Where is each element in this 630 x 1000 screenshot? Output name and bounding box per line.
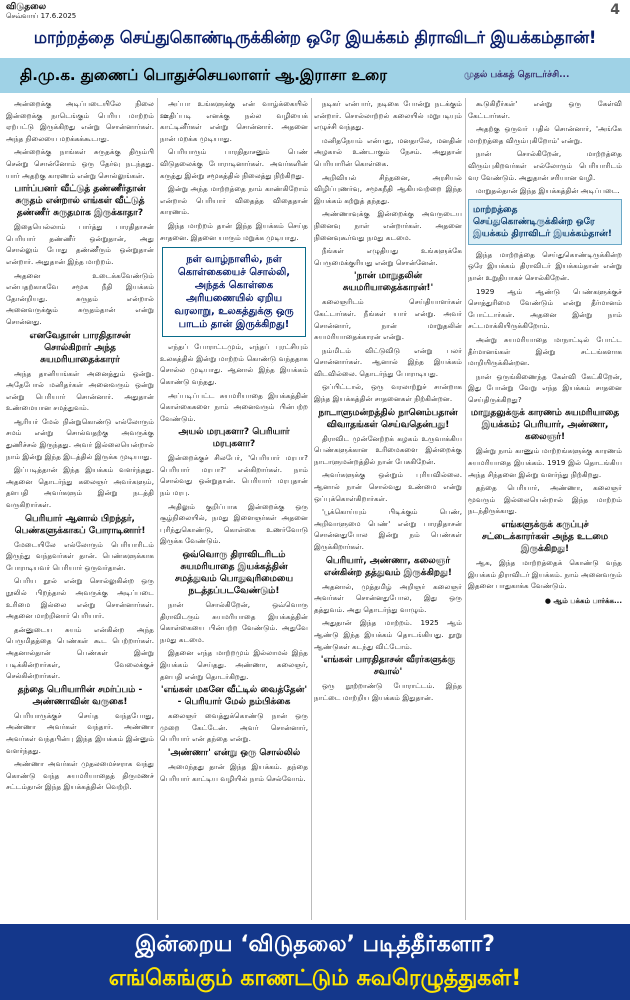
paragraph: நம்மிடம் விட்டுவிடு என்று பலர் சொன்னார்கள். ஆனால் இந்த இயக்கம் விடவில்லை. தொடர்ந்து போராடியது. <box>314 345 462 378</box>
column-divider <box>465 98 466 920</box>
paragraph: அன்று சுயமரியாதை மாநாட்டில் போட்ட தீர்மானங்கள் இன்று சட்டங்களாக மாறியிருக்கின்றன. <box>468 334 622 368</box>
column-divider <box>311 98 312 920</box>
subheading: அயல் மரபுகளா? பெரியார் மரபுகளா? <box>178 427 290 450</box>
page-header <box>0 0 630 22</box>
subheading: பார்ப்பனர் வீட்டுத் தண்ணீர்தான் சுருதம் என்றால் எங்கள் வீட்டுத் தண்ணீர் சுருதமாக இருக்காதா? <box>14 184 146 219</box>
paragraph: இன்றைக்குச் சிலபேர், 'பெரியார் மரபா? பெரியார் மரபா?' என்கிறார்கள். நாம் சொல்வது ஒன்றுதான். பெரியார் மரபுதான் நம் மரபு. <box>160 453 308 498</box>
paragraph: அமைந்தது தான் இந்த இயக்கம். தந்தை பெரியார் காட்டிய வழியில் நாம் செல்வோம். <box>160 761 308 783</box>
page-number: 4 <box>610 2 620 18</box>
paragraph: அறிவியல் சிந்தனை, அரசியல் விழிப்புணர்வு, சமூகநீதி ஆகியவற்றை இந்த இயக்கம் கற்றுத் தந்தது. <box>314 172 462 205</box>
paragraph: திராவிட முன்னேற்றக் கழகம் உருவாக்கிய பெண்களுக்கான உரிமைகளை இன்றைக்கு நாடாளுமன்றத்தில் நான் பேசுகிறேன். <box>314 433 462 466</box>
paragraph: அதிலும் குறிப்பாக இன்றைக்கு ஒரு சூழ்நிலையில், நமது இளைஞர்கள் அதனை புரிந்துகொண்டு, கொள்கை உணர்வோடு இருக்க வேண்டும். <box>160 501 308 546</box>
paragraph: அண்ணாவுக்கு இன்றைக்கு அவருடைய நினைவு நாள் என்றார்கள். அதனை நினைவுகூர்வது நமது கடமை. <box>314 209 462 242</box>
paragraph: அண்ணா அவர்கள் முதலமைச்சராக வந்து கொண்டு வந்த சுயமரியாதைத் திருமணச் சட்டம்தான் இந்த இயக்கத்தின் வெற்றி. <box>6 759 154 792</box>
paragraph: அதனை உடைக்கவேண்டும் என்பதற்காகவே சமூக நீதி இயக்கம் தோன்றியது. சுருதம் என்றால் அனைவருக்கும் சுருதம்தான் என்று சொன்னது. <box>6 270 154 326</box>
paragraph: நடிகர் என்பார், நடிகை போன்று நடக்கும் என்றார். சொல்லாற்றல் கலையில் மறுபடியும் எழுச்சி வந்தது. <box>314 99 462 132</box>
newspaper-name: விடுதலை <box>6 2 47 12</box>
banner-line-1: இன்றைய ‘விடுதலை’ படித்தீர்களா? <box>135 932 495 957</box>
paragraph: இப்படித்தான் இந்த இயக்கம் வளர்ந்தது. அதனை தொடர்ந்து கலைஞர் அவர்களும், தளபதி அவர்களும் இன்று நடத்தி வருகிறார்கள். <box>6 465 154 510</box>
paragraph: மேடையிலே எல்லோரும் பெரியாரிடம் இருந்து வந்தவர்கள் தான். பெண்களுக்காக போராடியவர் பெரியார் ஒருவர்தான். <box>6 539 154 572</box>
paragraph: ஆக, இந்த மாற்றத்தைக் கொண்டு வந்த இயக்கம் திராவிடர் இயக்கம். நாம் அனைவரும் இதனை பாதுகாக்க வேண்டும். <box>468 558 622 591</box>
paragraph: தந்தை பெரியார், அண்ணா, கலைஞர் மூவரும் இல்லையென்றால் இந்த மாற்றம் நடந்திருக்காது. <box>468 483 622 516</box>
subheading: எங்களுக்குக் கருப்புச் சட்டைக்காரர்கள் அந்த உடமை இருக்கிறது! <box>481 520 609 555</box>
subheadline-main: தி.மு.க. துணைப் பொதுச்செயலாளர் ஆ.இராசா உரை <box>20 66 388 84</box>
paragraph: இன்று நாம் காணும் மாற்றங்களுக்கு காரணம் சுயமரியாதை இயக்கம். 1919 இல் தொடங்கிய அந்த சிந்தனை இன்று வளர்ந்து நிற்கிறது. <box>468 446 622 479</box>
paragraph: அதற்கு ஒருவர் பதில் சொன்னார், 'அங்கே மாற்றத்தை விரும்புகிறோம்' என்று. <box>468 124 622 145</box>
banner-line-2: எங்கெங்கும் காணட்டும் சுவரெழுத்துகள்! <box>108 966 522 991</box>
paragraph: அன்றைக்கு நாங்கள் சுருதக்கு திரும்பி சென்று சொன்னோம் ஒரு தேர்வு நடந்தது. யார் அதற்கு காரணம் என்று சொல்லுங்கள். <box>6 147 154 180</box>
pull-quote-box: நள் வாழ்நாளில், நள் கொள்கையைச் சொல்லி, அந்தக் கொள்கை அரியணையில் ஏறிய வரலாறு, உலகத்துக்கு ஒரு பாடம் தான் இருக்கிறது! <box>162 247 306 337</box>
subheading: நாடாளுமன்றத்தில் நானெம்பதான் விவாதங்கள் செய்வதென்பது! <box>318 407 458 430</box>
paragraph: 1929 ஆம் ஆண்டு பெண்களுக்குச் சொத்துரிமை வேண்டும் என்று தீர்மானம் போட்டார்கள். அதனை இன்று நாம் சட்டமாக்கியிருக்கிறோம். <box>468 286 622 331</box>
article-column-4 <box>468 98 622 920</box>
paragraph: ஆரியர் மேல் நின்றுகொண்டு எல்லோரும் சமம் என்று சொல்வதற்கு அவருக்கு துணிச்சல் இருந்தது. அவர் இல்லையென்றால் நாம் இன்று இந்த இடத்தில் இருக்க முடியாது. <box>6 416 154 461</box>
paragraph: கலைஞர் வைத்துக்கொண்டு நான் ஒரு முறை கேட்டேன். அவர் சொன்னார், பெரியார் என் தந்தை என்று. <box>160 711 308 744</box>
paragraph: இதனை எந்த மாற்றமும் இல்லாமல் இந்த இயக்கம் செய்தது. அண்ணா, கலைஞர், தளபதி என்று தொடர்கிறது. <box>160 648 308 681</box>
promo-banner <box>0 924 630 1000</box>
subheading: 'அண்ணா' என்று ஒரு சொல்லில் <box>167 747 301 758</box>
subheading: 'எங்கள் பாரதிதாசன் வீரர்களுக்கு சவால்' <box>320 655 456 678</box>
subheading: பெரியார் ஆனால் பிறந்தர், பெண்களுக்காகப் போராடினார்! <box>14 513 146 536</box>
subheading: மாறுதலுக்குக் காரணம் சுயமரியாதை இயக்கம்; பெரியார், அண்ணா, கலைஞர்! <box>470 408 620 443</box>
paragraph: அதுதான் இந்த மாற்றம். 1925 ஆம் ஆண்டு இந்த இயக்கம் தொடங்கியது. நூறு ஆண்டுகள் கடந்து விட்டோம். <box>314 618 462 651</box>
paragraph: 'பூக்கொய்யும் பிடிக்கும் பெண், அறிவாளுமை பெண்' என்று பாரதிதாசன் சொன்னதுபோல இன்று நம் பெண்கள் இருக்கிறார்கள். <box>314 507 462 551</box>
paragraph: தன்னுடைய சுயம் என்கின்ற அந்த பெருமிதத்தை பெண்கள் கூட பெற்றார்கள். அதனால்தான் பெண்கள் இன்று படிக்கின்றார்கள், வேலைக்குச் செல்கின்றார்கள். <box>6 624 154 681</box>
paragraph: நான் ஒருங்கிணைந்த கேள்வி கேட்கிறேன், இது போன்று வேறு எந்த இயக்கம் சாதனை செய்திருக்கிறது? <box>468 371 622 404</box>
article-column-3 <box>314 98 462 920</box>
paragraph: அதனால், முத்தமிழ் அறிஞர் கலைஞர் அவர்கள் சொன்னதுபோல, இது ஒரு தத்துவம். அது தொடர்ந்து வாழும். <box>314 581 462 614</box>
article-column-1 <box>6 98 154 920</box>
paragraph: நான் சொல்கிறேன், மாற்றத்தை விரும்புகிறவர்கள் எல்லோரும் பெரியாரிடம் வர வேண்டும். அதுதான் சரியான வழி. <box>468 149 622 182</box>
paragraph: நீங்கள் எழுதியது உங்களுக்கே பெருமைக்குரியது என்று சொன்னேன். <box>314 246 462 267</box>
paragraph: எந்தப் போராட்டமும், எந்தப் புரட்சியும் உலகத்தில் இன்று மாற்றம் கொண்டு வந்ததாக சொல்ல முடியாது. ஆனால் இந்த இயக்கம் கொண்டு வந்தது. <box>160 342 308 386</box>
paragraph: அந்த தானியங்கள் அனைத்தும் ஒன்று. அதேபோல் மனிதர்கள் அனைவரும் ஒன்று என்று பெரியார் சொன்னார். அதுதான் உண்மையான சமத்துவம். <box>6 368 154 413</box>
paragraph: மாறுதல்தான் இந்த இயக்கத்தின் அடிப்படை. <box>476 186 620 196</box>
main-headline: மாற்றத்தை செய்துகொண்டிருக்கின்ற ஒரே இயக்கம் திராவிடர் இயக்கம்தான்! <box>33 28 597 47</box>
article-column-2 <box>160 98 308 920</box>
paragraph: இன்று அந்த மாற்றத்தை நாம் காண்கிறோம் என்றால் பெரியார் விதைத்த விதைதான் காரணம். <box>160 184 308 217</box>
paragraph: பெரியாரும் பாரதிதாசனும் பெண் விடுதலைக்கு போராடினார்கள். அவர்களின் கருத்து இன்று சமூகத்தில் நிலைத்து நிற்கிறது. <box>160 147 308 180</box>
continuation-note: முதல் பக்கத் தொடர்ச்சி... <box>464 70 570 80</box>
subheading: எனவேதான் பாரதிதாசன் சொல்கிறார் அந்த சுயமரியாதைக்காரர் <box>29 330 131 365</box>
paragraph: பெரியாருக்குச் செய்த வந்தபோது, அண்ணா அவர்கள் வந்தார். அண்ணா அவர்கள் வந்தபின்பு இந்த இயக்கம் இன்னும் வளர்ந்தது. <box>6 710 154 755</box>
paragraph: பெரிய நூல் என்று சொல்லுகின்ற ஒரு நூலில் பிறந்தால் அவருக்கு அடிப்படை உரிமை இல்லை என்று சொன்னார்கள். அதனை மாற்றினார் பெரியார். <box>6 576 154 621</box>
subheadline-strip <box>0 58 630 93</box>
paragraph: மனிதநேயம் என்பது, மனதாலே, மனதின் அழகால் உண்டாகும் நேசம். அதுதான் பெரியாரின் கொள்கை. <box>314 135 462 168</box>
paragraph: நான் சொல்கிறேன், ஒவ்வொரு திராவிடரும் சுயமரியாதை இயக்கத்தின் கொள்கையை பின்பற்ற வேண்டும். அதுவே நமது கடமை. <box>160 600 308 644</box>
subheading: தந்தை பெரியாரின் சமர்ப்பம் - அண்ணாவின் வருகை! <box>17 684 143 707</box>
subheading: ஒவ்வொரு திராவிடரிடம் சுயமரியாதை இயக்கத்தின் சமத்துவம் பொதுவுரிமையை நடத்தப்படவேண்டும்! <box>174 550 294 597</box>
subheading: பெரியார், அண்ணா, கலைஞர் என்கின்ற தத்துவம் இருக்கிறது! <box>324 555 452 578</box>
subheading: 'எங்கள் மகனே வீட்டில் வைத்தேன்' - பெரியார் மேல் நம்பிக்கை <box>160 685 308 708</box>
subheading: 'நான் மாறுதலின் சுயமரியாதைக்காரன்!' <box>342 271 434 294</box>
paragraph: ஒப்பிட்டால், ஒரு வரலாற்றுச் சான்றாக இந்த இயக்கத்தின் சாதனைகள் நிற்கின்றன. <box>314 382 462 404</box>
paragraph: இந்த மாற்றத்தை செய்துகொண்டிருக்கின்ற ஒரே இயக்கம் திராவிடர் இயக்கம்தான் என்று நான் உறுதியாகச் சொல்கிறேன். <box>468 249 622 282</box>
paragraph: அப்படிப்பட்ட சுயமரியாதை இயக்கத்தின் கொள்கைகளை நாம் அனைவரும் பின்பற்ற வேண்டும். <box>160 390 308 423</box>
issue-date: செவ்வாய் 17.6.2025 <box>6 12 77 20</box>
paragraph: ஒரு நூற்றாண்டு போராட்டம். இந்த நாட்டை மாற்றிய இயக்கம் இதுதான். <box>314 681 462 702</box>
paragraph: அப்பா உங்களுக்கு என் வாழ்க்கையில் ஊதிப்படி எனக்கு நல்ல வழியைக் காட்டினீர்கள் என்று சொன்னார். அதனை நான் மறக்க முடியாது. <box>160 99 308 143</box>
paragraph: அன்றைக்கு அடிப்படையிலே நிலை இன்றைக்கு நாடெங்கும் பெரிய மாற்றம் ஏற்பட்டு இருக்கிறது என்று சொன்னார்கள். அந்த நிலையை மறக்கக்கூடாது. <box>6 99 154 143</box>
paragraph: கலைஞரிடம் செய்தியாளர்கள் கேட்டார்கள். நீங்கள் யார் என்று. அவர் சொன்னார், நான் மாறுதலின் சுயமரியாதைக்காரன் என்று. <box>314 297 462 342</box>
highlight-box: மாற்றத்தை செய்துகொண்டிருக்கின்ற ஒரே இயக்கம் திராவிடர் இயக்கம்தான்! <box>468 199 622 245</box>
paragraph: இந்த மாற்றம் தான் இந்த இயக்கம் செய்த சாதனை. இதனை யாரும் மறுக்க முடியாது. <box>160 220 308 242</box>
paragraph: இதையெல்லாம் பார்த்து பாரதிதாசன் பெரியார் தண்ணீர் ஒன்றுதான், அது சொல்லும் போது தண்ணீரும் ஒன்றுதான் என்றார். அதுதான் இந்த மாற்றம். <box>6 222 154 266</box>
paragraph: கூடுகிறீர்கள்' என்று ஒரு கேள்வி கேட்டார்கள். <box>468 99 622 120</box>
continued-note: ● ஆம் பக்கம் பார்க்க... <box>544 596 622 605</box>
paragraph: அவர்களுக்கு ஒன்றும் புரியவில்லை. ஆனால் நான் சொல்வது உண்மை என்று ஒப்புக்கொள்கிறார்கள். <box>314 470 462 503</box>
column-divider <box>157 98 158 920</box>
